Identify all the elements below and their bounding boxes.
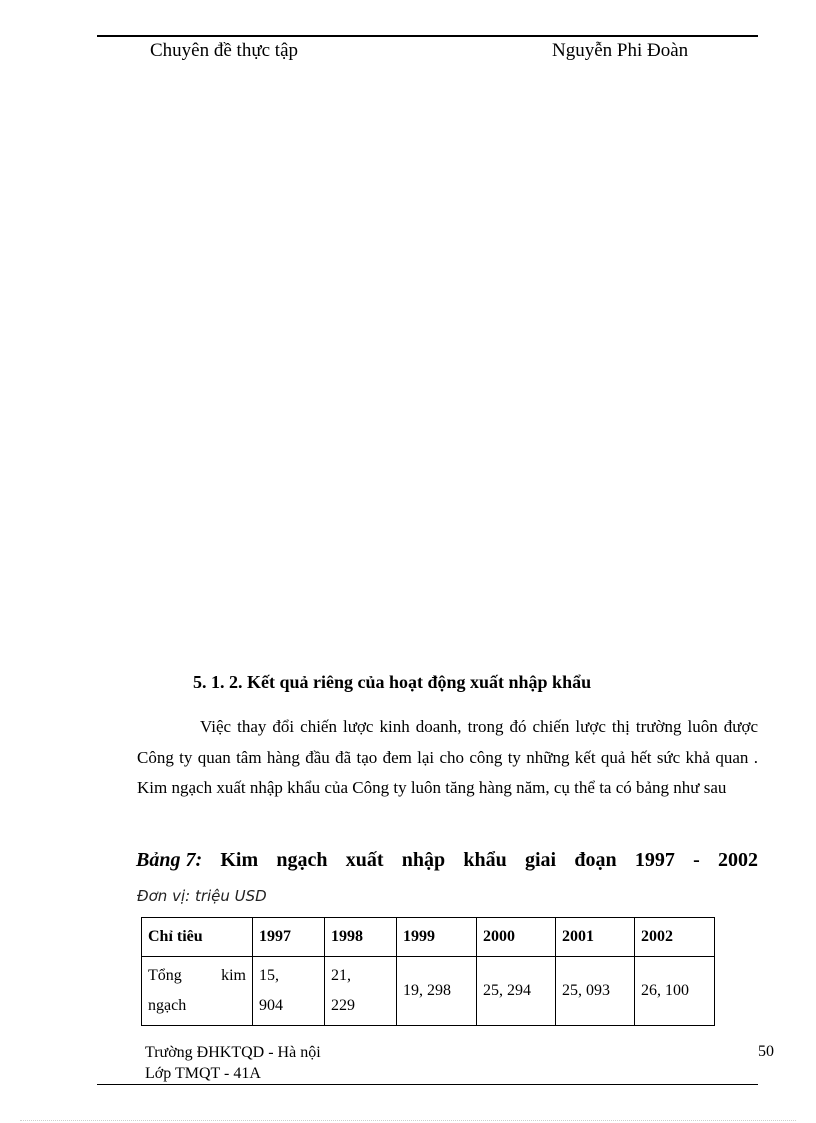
row-label-word: Tổng xyxy=(148,967,182,984)
caption-word: giai xyxy=(524,849,557,871)
table-header-row xyxy=(142,918,715,957)
header-author: Nguyễn Phi Đoàn xyxy=(552,40,689,61)
value-part: 21, xyxy=(331,967,351,984)
value-part: 15, xyxy=(259,967,279,984)
value-cell-1999: 19, 298 xyxy=(397,957,477,1026)
header-cell-year: 1999 xyxy=(397,918,477,957)
row-label-word: kim xyxy=(221,967,246,984)
page-bottom-edge xyxy=(20,1120,796,1121)
page-number: 50 xyxy=(758,1043,774,1060)
caption-word: 2002 xyxy=(717,849,758,871)
header-cell-year: 1998 xyxy=(325,918,397,957)
header-cell-year: 2001 xyxy=(556,918,635,957)
value-cell-1998 xyxy=(325,957,397,1026)
caption-word: đoạn xyxy=(574,849,617,871)
caption-word: ngạch xyxy=(276,849,328,871)
caption-word: Kim xyxy=(220,849,259,871)
value-part: 229 xyxy=(331,997,355,1014)
value-part: 904 xyxy=(259,997,283,1014)
row-label-cell xyxy=(142,957,253,1026)
value-cell-2001: 25, 093 xyxy=(556,957,635,1026)
section-heading: 5. 1. 2. Kết quả riêng của hoạt động xuất nhập khẩu xyxy=(193,672,592,692)
header-cell-year: 2002 xyxy=(635,918,715,957)
table-caption xyxy=(136,849,758,872)
table-caption-label: Bảng 7: xyxy=(136,849,203,871)
caption-word: khẩu xyxy=(463,849,507,871)
caption-word: 1997 xyxy=(634,849,675,871)
caption-word: - xyxy=(693,849,700,871)
footer-school: Trường ĐHKTQD - Hà nội xyxy=(145,1044,321,1061)
header-left-title: Chuyên đề thực tập xyxy=(150,40,299,61)
table-unit: Đơn vị: triệu USD xyxy=(137,887,267,905)
row-label-word: ngạch xyxy=(148,997,187,1014)
value-cell-2000: 25, 294 xyxy=(477,957,556,1026)
footer-class: Lớp TMQT - 41A xyxy=(145,1065,261,1082)
caption-word: nhập xyxy=(401,849,446,871)
header-cell-year: 2000 xyxy=(477,918,556,957)
header-cell-year: 1997 xyxy=(253,918,325,957)
header-rule xyxy=(97,35,758,37)
value-cell-1997 xyxy=(253,957,325,1026)
caption-word: xuất xyxy=(345,849,384,871)
body-paragraph: Việc thay đổi chiến lược kinh doanh, trong đó chiến lược thị trường luôn được Công ty quan tâm hàng đầu đã tạo đem lại cho công ty những kết quả hết sức khả quan . Kim ngạch xuất nhập khẩu của Công ty luôn tăng hàng năm, cụ thể ta có bảng như sau xyxy=(137,717,758,797)
footer-rule xyxy=(97,1084,758,1085)
value-cell-2002: 26, 100 xyxy=(635,957,715,1026)
table-row xyxy=(142,957,715,1026)
turnover-table xyxy=(141,917,715,1026)
header-cell-indicator: Chỉ tiêu xyxy=(142,918,253,957)
